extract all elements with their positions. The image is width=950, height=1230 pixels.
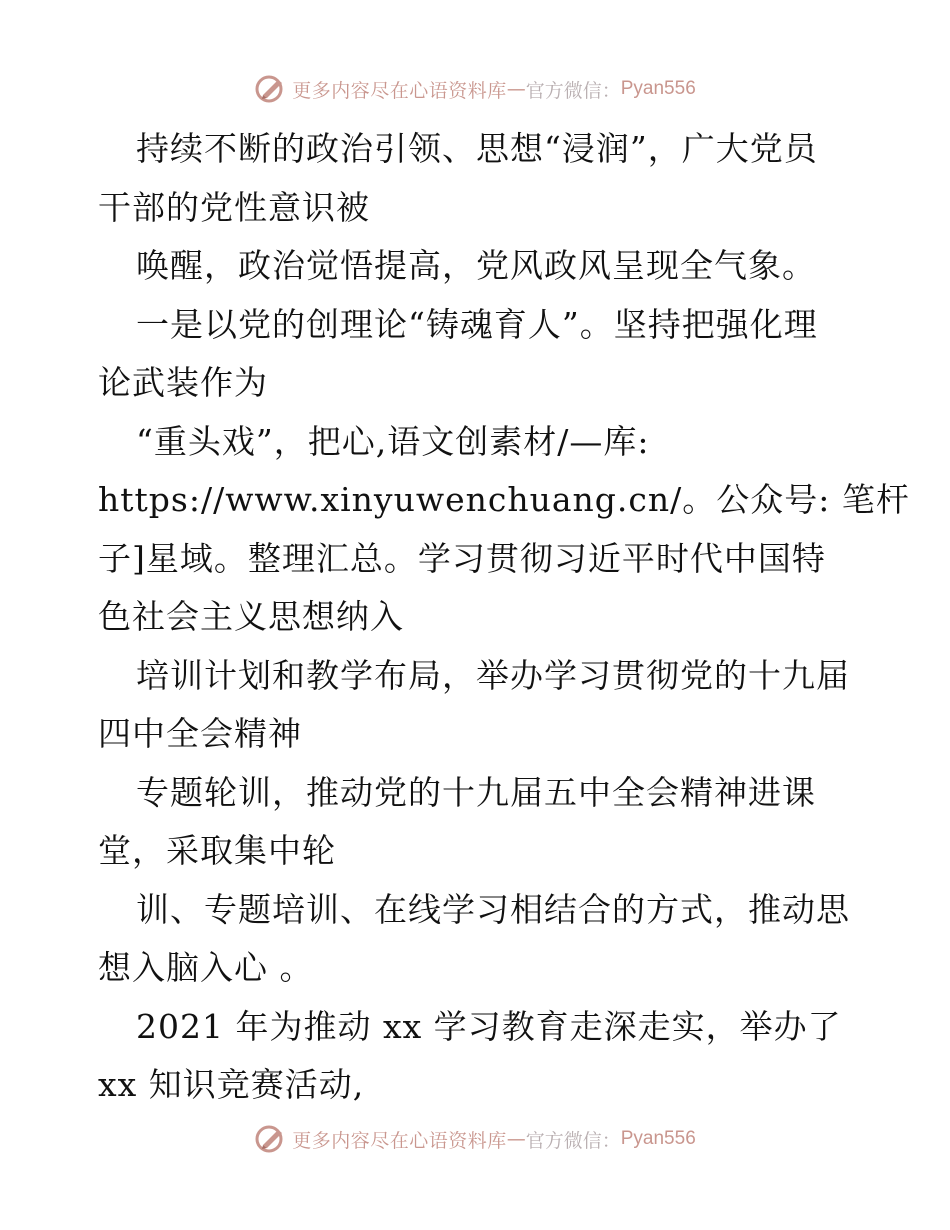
text-line: 唤醒，政治觉悟提高，党风政风呈现全气象。 bbox=[136, 246, 816, 285]
watermark-sub-text: 官方微信： bbox=[525, 1129, 621, 1152]
watermark-separator: — bbox=[506, 78, 526, 100]
text-line: 论武装作为 bbox=[98, 363, 268, 402]
text-line: 训、专题培训、在线学习相结合的方式，推动思 bbox=[136, 889, 850, 929]
document-body bbox=[98, 120, 910, 1115]
watermark-main-text: 更多内容尽在心语资料库 bbox=[292, 1129, 507, 1152]
watermark-separator: — bbox=[506, 1128, 526, 1150]
text-line: 干部的党性意识被 bbox=[98, 187, 370, 227]
text-line: 想入脑入心 。 bbox=[98, 948, 314, 987]
text-line: “重头戏”，把心,语文创素材/—库: bbox=[136, 421, 650, 461]
watermark-id: Pyan556 bbox=[620, 78, 696, 99]
footer-watermark bbox=[0, 1124, 950, 1154]
text-line: 堂，采取集中轮 bbox=[98, 831, 336, 870]
text-line: 四中全会精神 bbox=[98, 714, 302, 753]
watermark-id: Pyan556 bbox=[620, 1128, 696, 1149]
text-line: https://www.xinyuwenchuang.cn/。公众号: 笔杆 bbox=[98, 480, 910, 519]
text-line: 持续不断的政治引领、思想“浸润”，广大党员 bbox=[136, 129, 818, 168]
text-line: 色社会主义思想纳入 bbox=[98, 597, 404, 636]
text-line: 一是以党的创理论“铸魂育人”。坚持把强化理 bbox=[136, 304, 818, 344]
text-line: 2021 年为推动 xx 学习教育走深走实，举办了 bbox=[136, 1006, 842, 1046]
header-watermark bbox=[0, 74, 950, 104]
text-line: 专题轮训，推动党的十九届五中全会精神进课 bbox=[136, 772, 816, 812]
text-line: xx 知识竞赛活动, bbox=[98, 1065, 365, 1104]
text-line: 子]星域。整理汇总。学习贯彻习近平时代中国特 bbox=[98, 538, 826, 578]
watermark-sub-text: 官方微信： bbox=[525, 79, 621, 102]
pen-logo-icon bbox=[254, 74, 288, 104]
watermark-main-text: 更多内容尽在心语资料库 bbox=[292, 79, 507, 102]
pen-logo-icon bbox=[254, 1124, 288, 1154]
text-line: 培训计划和教学布局，举办学习贯彻党的十九届 bbox=[136, 655, 850, 695]
